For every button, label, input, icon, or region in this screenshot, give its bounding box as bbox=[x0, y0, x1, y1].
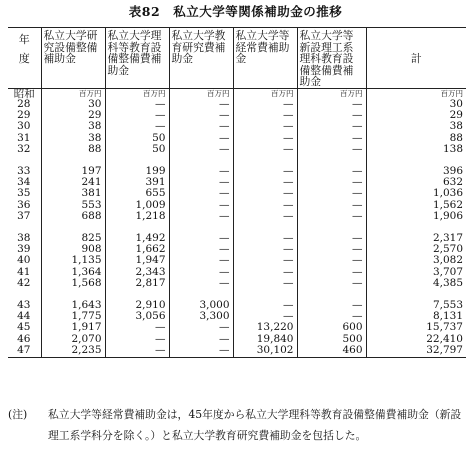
cell-year: 32 bbox=[17, 143, 31, 156]
cell-total: 30 bbox=[366, 99, 466, 110]
table-row bbox=[8, 99, 466, 110]
cell-c4 bbox=[233, 144, 297, 155]
cell-c1: 197 bbox=[41, 166, 105, 177]
header-col4: 私立大学等経常費補助金 bbox=[233, 28, 297, 89]
cell-total: 32,797 bbox=[366, 345, 466, 357]
cell-c2: 1,218 bbox=[105, 211, 169, 222]
cell-c3 bbox=[169, 278, 233, 289]
cell-total: 22,410 bbox=[366, 334, 466, 345]
table-row bbox=[8, 166, 466, 177]
subsidy-table bbox=[8, 27, 466, 358]
cell-total: 396 bbox=[366, 166, 466, 177]
unit-col1: 百万円 bbox=[41, 88, 105, 99]
cell-c2: 391 bbox=[105, 177, 169, 188]
table-row bbox=[8, 188, 466, 199]
header-col3: 私立大学教育研究費補助金 bbox=[169, 28, 233, 89]
cell-year: 30 bbox=[17, 120, 31, 133]
header-year-1: 年 bbox=[18, 33, 30, 46]
cell-c1: 88 bbox=[41, 144, 105, 155]
cell-c2: 50 bbox=[105, 133, 169, 144]
table-row bbox=[8, 177, 466, 188]
cell-c5 bbox=[297, 121, 366, 132]
table-row bbox=[8, 144, 466, 155]
table-title: 表82 私立大学等関係補助金の推移 bbox=[128, 4, 343, 19]
cell-c1: 1,775 bbox=[41, 311, 105, 322]
cell-c2: 1,492 bbox=[105, 233, 169, 244]
table-row bbox=[8, 110, 466, 121]
header-year bbox=[8, 28, 41, 89]
cell-c1: 30 bbox=[41, 99, 105, 110]
cell-c5 bbox=[297, 278, 366, 289]
cell-year: 33 bbox=[17, 164, 31, 177]
cell-total: 3,082 bbox=[366, 255, 466, 266]
cell-c3 bbox=[169, 211, 233, 222]
unit-col2: 百万円 bbox=[105, 88, 169, 99]
cell-c1: 2,235 bbox=[41, 345, 105, 357]
cell-total: 8,131 bbox=[366, 311, 466, 322]
cell-c5: 500 bbox=[297, 334, 366, 345]
header-col5: 私立大学等新設理工系理科教育設備整備費補助金 bbox=[297, 28, 366, 89]
cell-total: 1,562 bbox=[366, 200, 466, 211]
cell-c1: 241 bbox=[41, 177, 105, 188]
cell-c1: 38 bbox=[41, 133, 105, 144]
cell-c3 bbox=[169, 345, 233, 357]
cell-c2: 3,056 bbox=[105, 311, 169, 322]
unit-total: 百万円 bbox=[366, 88, 466, 99]
footnote-text: 私立大学等経常費補助金は，45年度から私立大学理科等教育設備整備費補助金（新設理工系学科分を除く。）と私立大学教育研究費補助金を包括した。 bbox=[48, 408, 462, 442]
cell-c5: 460 bbox=[297, 345, 366, 357]
cell-c1: 1,643 bbox=[41, 300, 105, 311]
table-row bbox=[8, 345, 466, 357]
cell-c2: 50 bbox=[105, 144, 169, 155]
cell-c2: 2,343 bbox=[105, 267, 169, 278]
cell-c3: 3,300 bbox=[169, 311, 233, 322]
cell-year: 34 bbox=[17, 175, 31, 188]
cell-c4 bbox=[233, 211, 297, 222]
cell-year: 42 bbox=[17, 277, 31, 290]
cell-c2 bbox=[105, 121, 169, 132]
header-col2: 私立大学理科等教育設備整備費補助金 bbox=[105, 28, 169, 89]
cell-year: 43 bbox=[17, 298, 31, 311]
cell-c2: 1,947 bbox=[105, 255, 169, 266]
spacer-row bbox=[8, 223, 466, 233]
cell-year: 28 bbox=[17, 97, 31, 110]
footnote bbox=[8, 404, 464, 446]
cell-c2: 1,009 bbox=[105, 200, 169, 211]
header-year-2: 度 bbox=[18, 52, 30, 65]
cell-total: 88 bbox=[366, 133, 466, 144]
cell-total: 15,737 bbox=[366, 322, 466, 333]
table-row bbox=[8, 200, 466, 211]
table-row bbox=[8, 278, 466, 289]
cell-c4 bbox=[233, 278, 297, 289]
cell-c1: 1,364 bbox=[41, 267, 105, 278]
cell-c1: 688 bbox=[41, 211, 105, 222]
header-col1: 私立大学研究設備整備補助金 bbox=[41, 28, 105, 89]
cell-total: 38 bbox=[366, 121, 466, 132]
table-row bbox=[8, 133, 466, 144]
cell-c1: 29 bbox=[41, 110, 105, 121]
cell-year: 47 bbox=[17, 344, 31, 357]
cell-c3 bbox=[169, 121, 233, 132]
cell-year: 29 bbox=[17, 108, 31, 121]
cell-c5 bbox=[297, 211, 366, 222]
cell-total: 138 bbox=[366, 144, 466, 155]
cell-c5 bbox=[297, 144, 366, 155]
cell-year: 39 bbox=[17, 242, 31, 255]
cell-c3 bbox=[169, 144, 233, 155]
cell-total: 1,036 bbox=[366, 188, 466, 199]
footnote-label: (注) bbox=[8, 408, 28, 421]
cell-year: 45 bbox=[17, 321, 31, 334]
unit-col4: 百万円 bbox=[233, 88, 297, 99]
cell-c1: 553 bbox=[41, 200, 105, 211]
cell-year: 35 bbox=[17, 187, 31, 200]
cell-year: 44 bbox=[17, 310, 31, 322]
cell-c2 bbox=[105, 345, 169, 357]
cell-c1: 825 bbox=[41, 233, 105, 244]
cell-total: 4,385 bbox=[366, 278, 466, 289]
cell-year: 31 bbox=[17, 131, 31, 144]
cell-c4: 19,840 bbox=[233, 334, 297, 345]
cell-c4: 30,102 bbox=[233, 345, 297, 357]
cell-c1: 1,917 bbox=[41, 322, 105, 333]
cell-c1: 908 bbox=[41, 244, 105, 255]
cell-year: 38 bbox=[17, 231, 31, 244]
cell-c4 bbox=[233, 121, 297, 132]
cell-c1: 1,135 bbox=[41, 255, 105, 266]
unit-col3: 百万円 bbox=[169, 88, 233, 99]
unit-col5: 百万円 bbox=[297, 88, 366, 99]
table-row bbox=[8, 233, 466, 244]
cell-c2: 1,662 bbox=[105, 244, 169, 255]
era-label: 昭和 bbox=[13, 87, 35, 100]
cell-total: 1,906 bbox=[366, 211, 466, 222]
table-row bbox=[8, 121, 466, 132]
header-total: 計 bbox=[366, 28, 466, 89]
cell-year: 36 bbox=[17, 198, 31, 211]
cell-c1: 381 bbox=[41, 188, 105, 199]
cell-c5: 600 bbox=[297, 322, 366, 333]
cell-year: 41 bbox=[17, 265, 31, 278]
cell-c1: 38 bbox=[41, 121, 105, 132]
cell-total: 2,570 bbox=[366, 244, 466, 255]
cell-year: 40 bbox=[17, 254, 31, 267]
cell-c1: 1,568 bbox=[41, 278, 105, 289]
cell-c1: 2,070 bbox=[41, 334, 105, 345]
cell-c4: 13,220 bbox=[233, 322, 297, 333]
cell-c3: 3,000 bbox=[169, 300, 233, 311]
cell-year: 46 bbox=[17, 332, 31, 345]
cell-total: 7,553 bbox=[366, 300, 466, 311]
table-row bbox=[8, 211, 466, 222]
cell-c2: 2,910 bbox=[105, 300, 169, 311]
table-body bbox=[8, 88, 466, 357]
cell-total: 29 bbox=[366, 110, 466, 121]
header-row bbox=[8, 28, 466, 89]
cell-total: 2,317 bbox=[366, 233, 466, 244]
units-row bbox=[8, 88, 466, 99]
cell-c2: 199 bbox=[105, 166, 169, 177]
spacer-row bbox=[8, 156, 466, 166]
cell-c2: 655 bbox=[105, 188, 169, 199]
cell-year: 37 bbox=[17, 210, 31, 223]
cell-total: 632 bbox=[366, 177, 466, 188]
cell-total: 3,707 bbox=[366, 267, 466, 278]
cell-c2: 2,817 bbox=[105, 278, 169, 289]
